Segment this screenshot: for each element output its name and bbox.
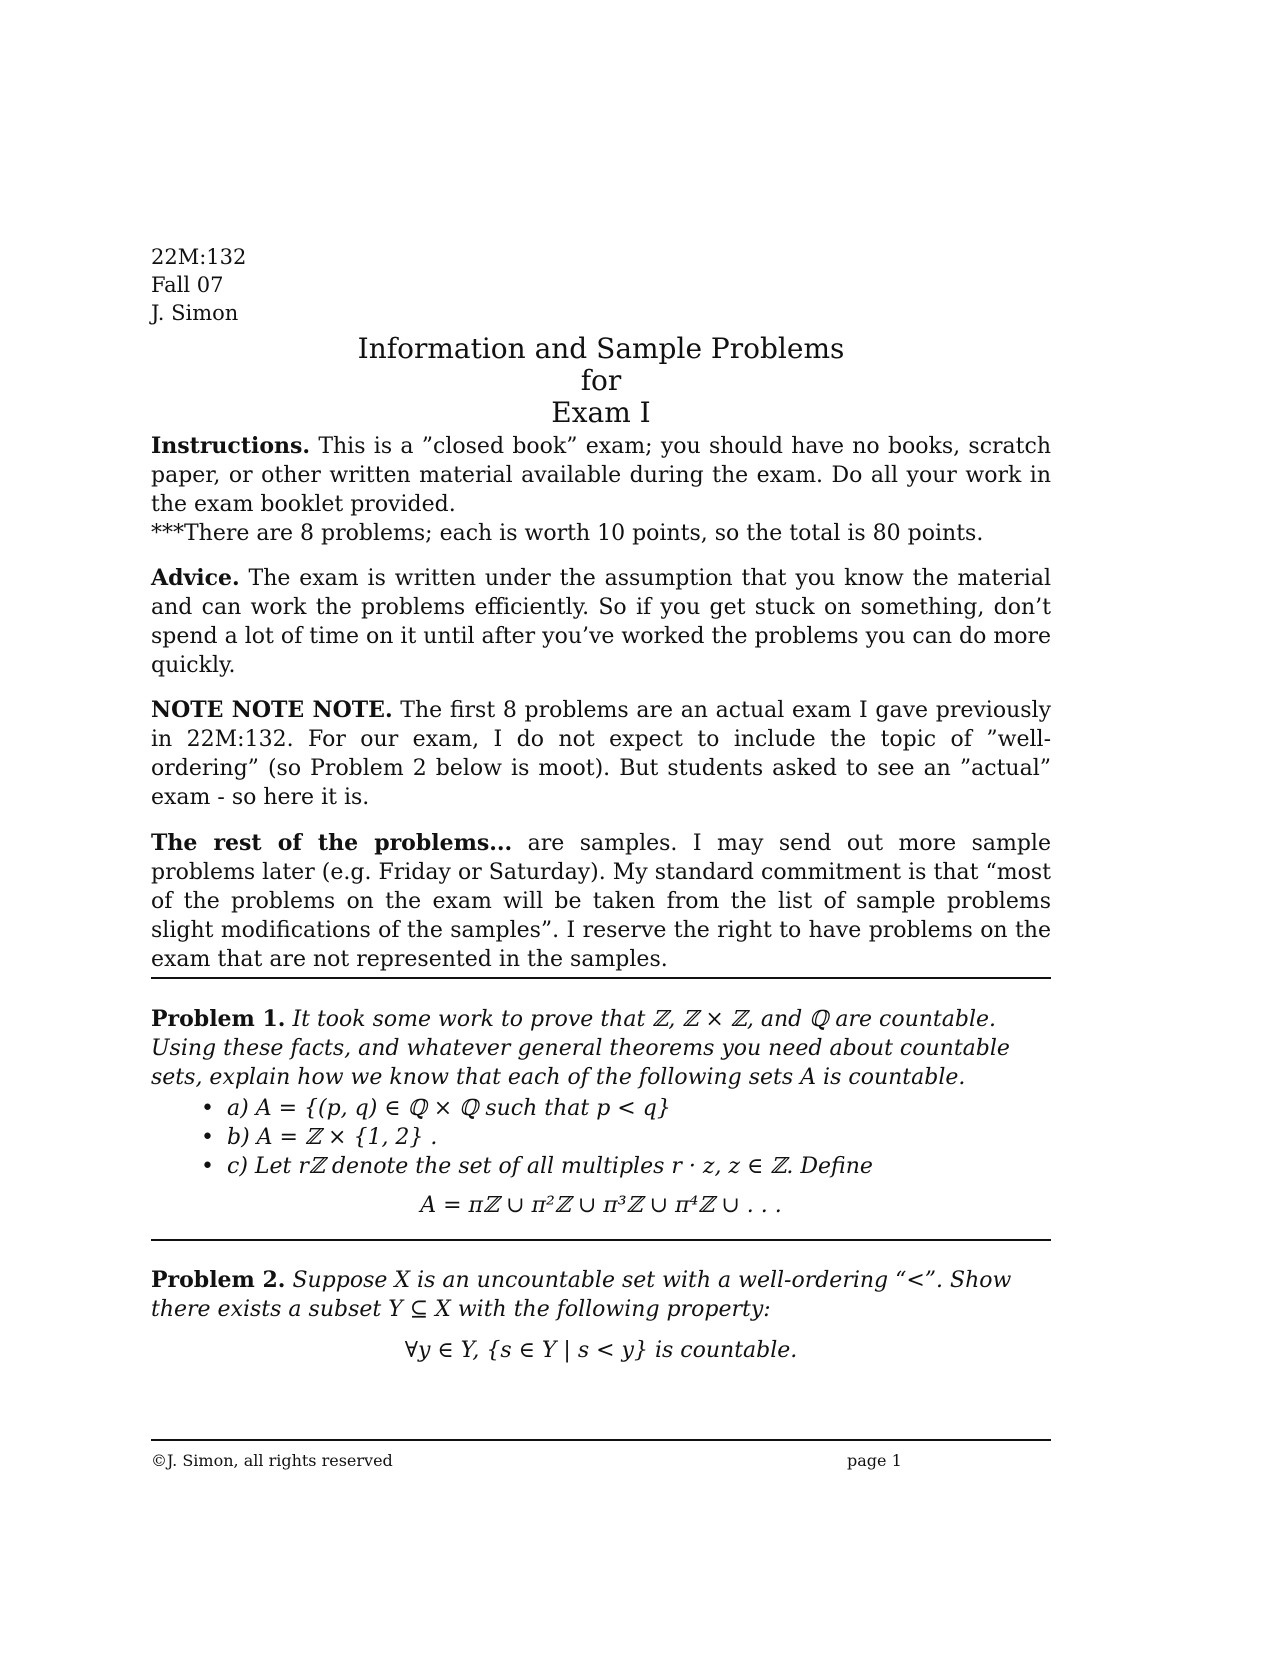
instructions-note: ***There are 8 problems; each is worth 10 points, so the total is 80 points. — [151, 521, 984, 546]
term: Fall 07 — [151, 273, 224, 297]
title-line-1: Information and Sample Problems — [357, 332, 845, 365]
advice-text: The exam is written under the assumption that you know the material and can work the problems efficiently. So if you get stuck on something, don’t spend a lot of time on it until after you’ve worked the problems you can do more quickly. — [151, 566, 1051, 678]
footer-divider — [151, 1439, 1051, 1441]
copyright-notice: ©J. Simon, all rights reserved — [151, 1451, 393, 1470]
list-item: • a) A = {(p, q) ∈ ℚ × ℚ such that p < q} — [201, 1094, 1051, 1123]
rest-heading: The rest of the problems... — [151, 830, 513, 856]
problem-1-text: It took some work to prove that ℤ, ℤ × ℤ, and ℚ are countable. Using these facts, and whatever general theorems you need about countable sets, explain how we know that each of the following sets A is countable. — [151, 1007, 1010, 1090]
problem-1-display-equation: A = πℤ ∪ π²ℤ ∪ π³ℤ ∪ π⁴ℤ ∪ . . . — [420, 1193, 782, 1218]
page-number: page 1 — [847, 1451, 902, 1470]
advice-paragraph — [151, 564, 1051, 680]
problem-2-heading: Problem 2. — [151, 1267, 286, 1293]
list-item: • c) Let rℤ denote the set of all multiples r · z, z ∈ ℤ. Define — [201, 1152, 1051, 1181]
problem-1 — [151, 1005, 1051, 1220]
advice-heading: Advice. — [151, 565, 240, 591]
header-block — [151, 243, 246, 327]
author: J. Simon — [151, 301, 239, 325]
title-line-3: Exam I — [551, 396, 651, 429]
divider — [151, 977, 1051, 979]
rest-text: are samples. I may send out more sample problems later (e.g. Friday or Saturday). My standard commitment is that “most of the problems on the exam will be taken from the list of sample problems slight modifications of the samples”. I reserve the right to have problems on the exam that are not represented in the samples. — [151, 831, 1051, 972]
instructions-text: This is a ”closed book” exam; you should have no books, scratch paper, or other written material available during the exam. Do all your work in the exam booklet provided. — [151, 434, 1051, 517]
problem-2-text: Suppose X is an uncountable set with a well-ordering “<”. Show there exists a subset Y ⊆ X with the following property: — [151, 1268, 1012, 1322]
title-line-2: for — [580, 364, 622, 397]
list-item: • b) A = ℤ × {1, 2} . — [201, 1123, 1051, 1152]
problem-1-list — [151, 1094, 1051, 1181]
instructions-paragraph — [151, 432, 1051, 548]
note-paragraph — [151, 696, 1051, 812]
problem-1-heading: Problem 1. — [151, 1006, 286, 1032]
note-text: The first 8 problems are an actual exam I gave previously in 22M:132. For our exam, I do not expect to include the topic of ”well-ordering” (so Problem 2 below is moot). But students asked to see an ”actual” exam - so here it is. — [151, 698, 1051, 810]
instructions-heading: Instructions. — [151, 433, 311, 459]
document-title — [151, 333, 1051, 429]
problem-2-display-equation: ∀y ∈ Y, {s ∈ Y | s < y} is countable. — [404, 1338, 798, 1363]
divider — [151, 1239, 1051, 1241]
problem-2 — [151, 1266, 1051, 1365]
note-heading: NOTE NOTE NOTE. — [151, 697, 393, 723]
rest-paragraph — [151, 829, 1051, 974]
course-number: 22M:132 — [151, 245, 247, 269]
